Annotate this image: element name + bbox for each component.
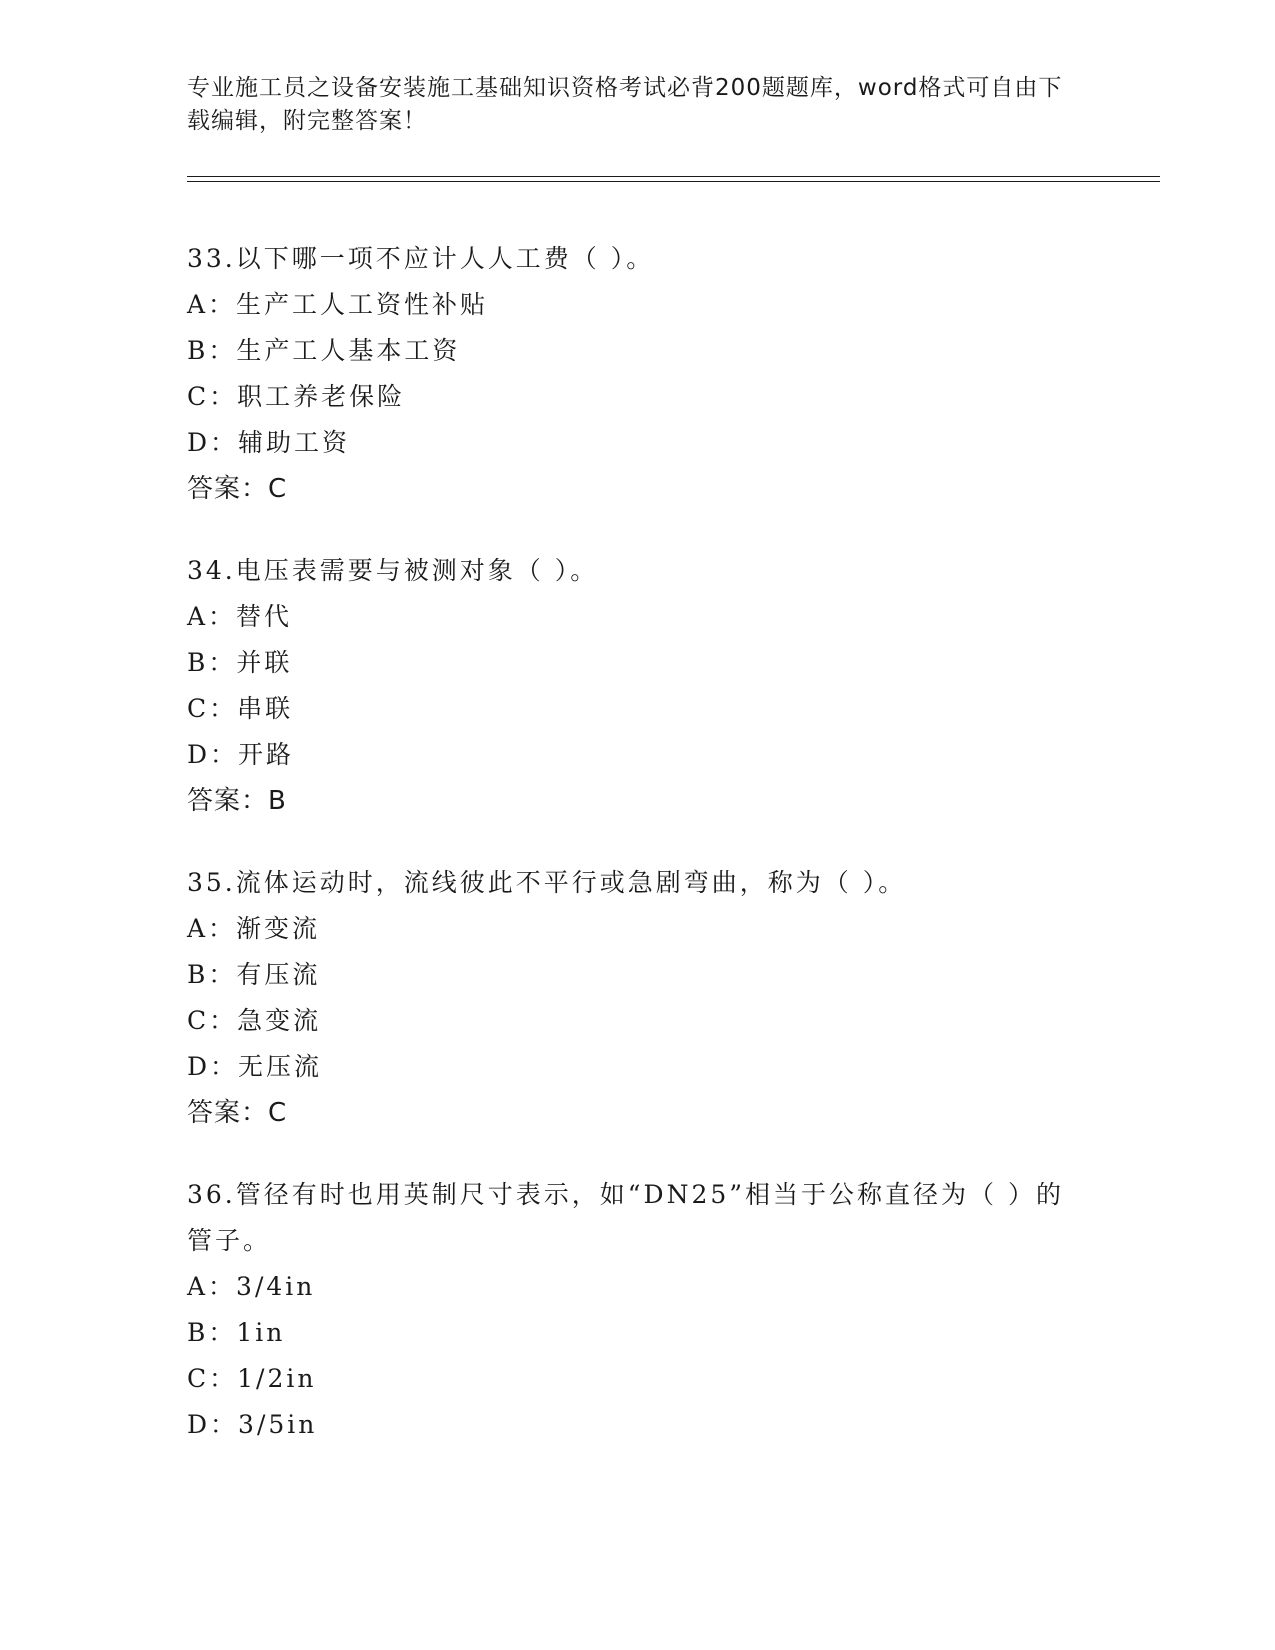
option-b: B：有压流 (187, 960, 321, 989)
question-36 (187, 1172, 1087, 1448)
option-c: C：串联 (187, 694, 294, 723)
question-34 (187, 548, 1087, 824)
question-list (187, 236, 1087, 1484)
question-text: 35.流体运动时，流线彼此不平行或急剧弯曲，称为（ ）。 (187, 868, 907, 897)
question-text: 34.电压表需要与被测对象（ ）。 (187, 556, 599, 585)
option-d: D：开路 (187, 740, 295, 769)
document-header (187, 72, 1067, 138)
header-double-rule (187, 176, 1160, 182)
option-a: A：3/4in (187, 1272, 316, 1301)
question-33 (187, 236, 1087, 512)
option-c: C：1/2in (187, 1364, 317, 1393)
answer: 答案：C (187, 1098, 288, 1128)
option-b: B：并联 (187, 648, 293, 677)
answer: 答案：C (187, 474, 288, 504)
option-a: A：渐变流 (187, 914, 321, 943)
header-title: 专业施工员之设备安装施工基础知识资格考试必背200题题库，word格式可自由下载编辑，附完整答案！ (187, 75, 1063, 134)
answer: 答案：B (187, 786, 287, 816)
question-35 (187, 860, 1087, 1136)
option-d: D：无压流 (187, 1052, 323, 1081)
option-a: A：生产工人工资性补贴 (187, 290, 489, 319)
option-a: A：替代 (187, 602, 293, 631)
option-c: C：职工养老保险 (187, 382, 406, 411)
option-d: D：3/5in (187, 1410, 318, 1439)
option-d: D：辅助工资 (187, 428, 351, 457)
option-b: B：1in (187, 1318, 286, 1347)
question-text: 33.以下哪一项不应计人人工费（ ）。 (187, 244, 655, 273)
question-text: 36.管径有时也用英制尺寸表示，如“DN25”相当于公称直径为（ ）的管子。 (187, 1180, 1064, 1255)
option-b: B：生产工人基本工资 (187, 336, 461, 365)
option-c: C：急变流 (187, 1006, 322, 1035)
